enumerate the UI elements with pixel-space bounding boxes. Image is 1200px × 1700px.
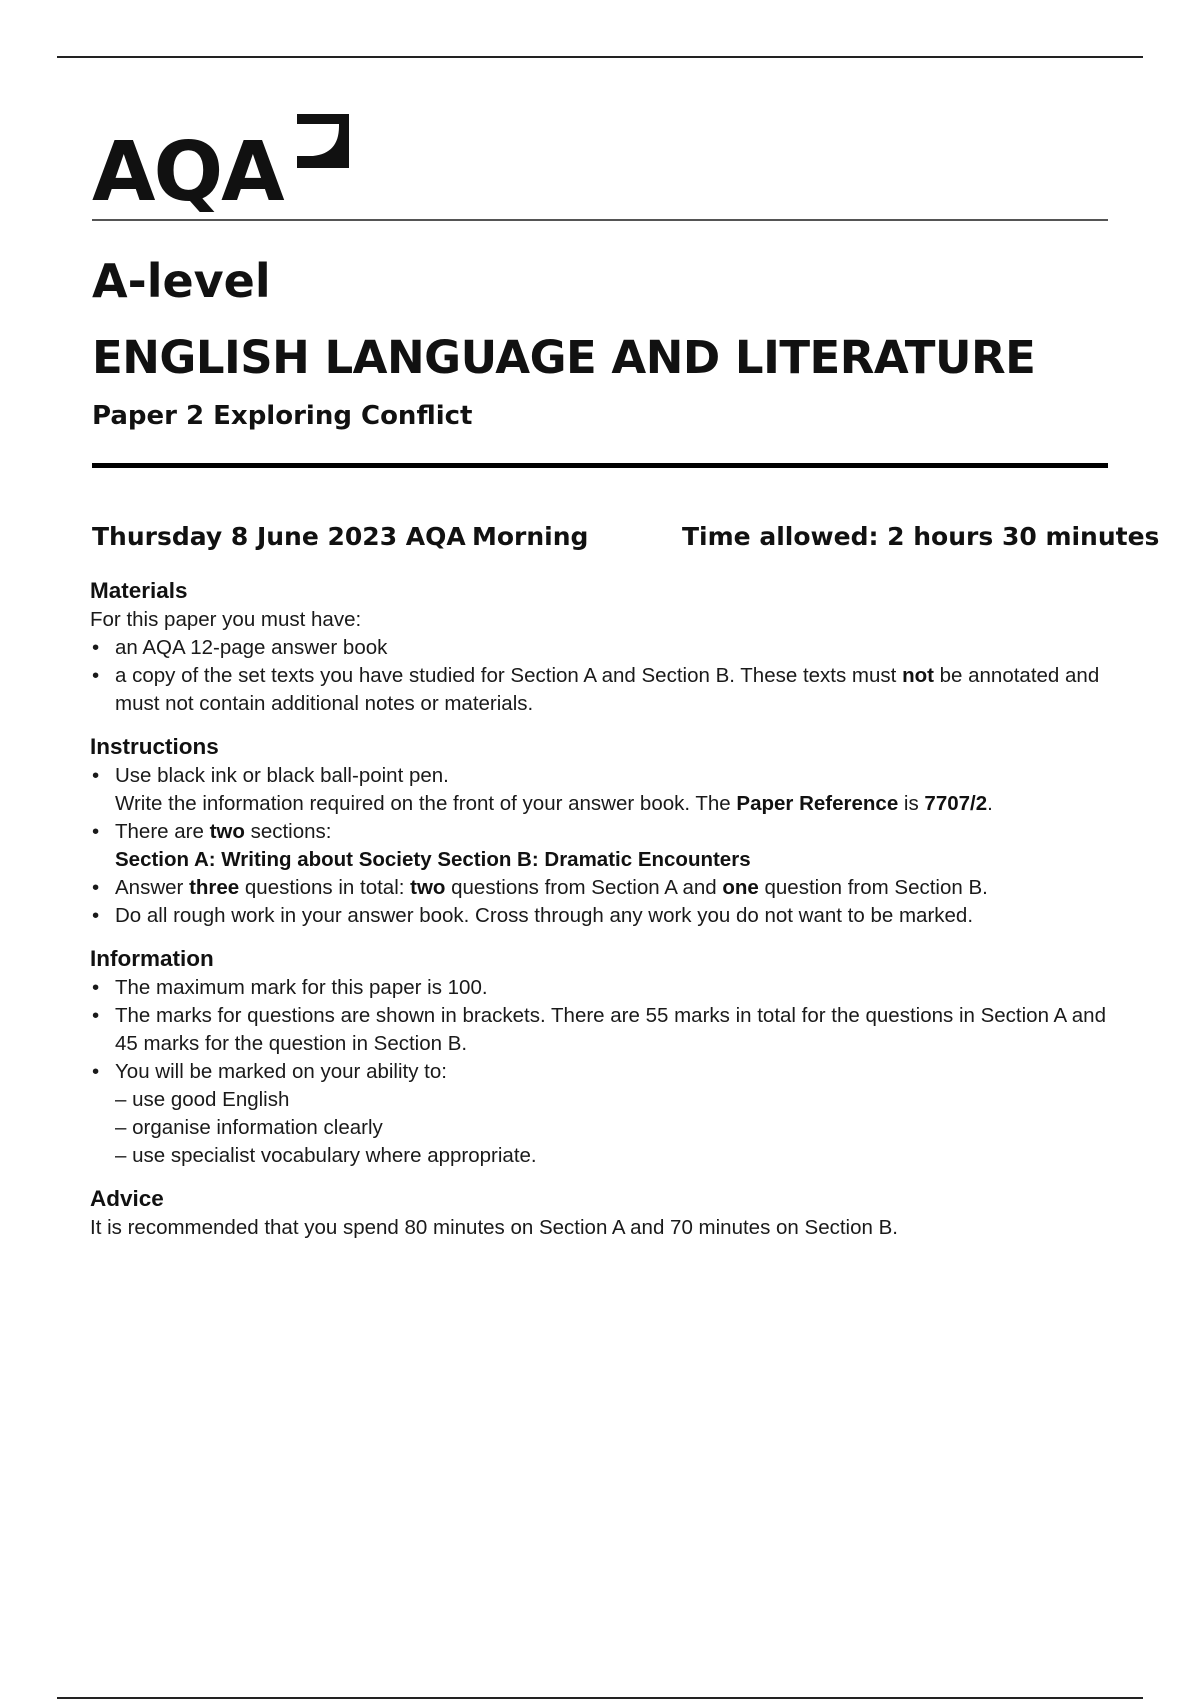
exam-session: Morning: [472, 522, 589, 551]
instructions-heading: Instructions: [90, 734, 219, 759]
materials-list: [90, 634, 1110, 718]
information-heading: Information: [90, 946, 214, 971]
information-section: [90, 944, 1110, 1170]
ability-item: – use good English: [115, 1088, 290, 1111]
ability-item: – organise information clearly: [115, 1116, 383, 1139]
list-item: • The marks for questions are shown in brackets. There are 55 marks in total for the questions in Section A and 45 marks for the question in Section B.: [90, 1002, 1110, 1058]
list-item: • a copy of the set texts you have studied for Section A and Section B. These texts must not be annotated and must not contain additional notes or materials.: [90, 662, 1110, 718]
paper-title: Paper 2 Exploring Conflict: [92, 401, 473, 431]
ability-item: – use specialist vocabulary where appropriate.: [115, 1144, 537, 1167]
subject-title: ENGLISH LANGUAGE AND LITERATURE: [92, 331, 1036, 384]
section-names: Section A: Writing about Society Section B: Dramatic Encounters: [115, 848, 751, 871]
list-item: • There are two sections: Section A: Writing about Society Section B: Dramatic Encounters: [90, 818, 1110, 874]
list-item: • The maximum mark for this paper is 100.: [90, 974, 1110, 1002]
materials-section: [90, 576, 1110, 718]
list-item: • Use black ink or black ball-point pen. Write the information required on the front of your answer book. The Paper Reference is 7707/2.: [90, 762, 1110, 818]
materials-intro: For this paper you must have:: [90, 608, 362, 631]
materials-heading: Materials: [90, 578, 188, 603]
top-rule: [57, 56, 1143, 58]
list-item: • Answer three questions in total: two questions from Section A and one question from Section B.: [90, 874, 1110, 902]
time-allowed: Time allowed: 2 hours 30 minutes: [682, 522, 1160, 551]
list-item: • Do all rough work in your answer book. Cross through any work you do not want to be marked.: [90, 902, 1110, 930]
bottom-rule: [57, 1697, 1143, 1699]
list-item: • an AQA 12-page answer book: [90, 634, 1110, 662]
aqa-logo-mark-icon: [291, 110, 351, 176]
logo-text: AQA: [92, 125, 283, 220]
aqa-logo: [92, 110, 351, 220]
header-thick-rule: [92, 463, 1108, 468]
advice-heading: Advice: [90, 1186, 164, 1211]
advice-section: [90, 1184, 1110, 1242]
qualification-level: A-level: [92, 254, 271, 308]
advice-text: It is recommended that you spend 80 minutes on Section A and 70 minutes on Section B.: [90, 1216, 898, 1239]
exam-date: Thursday 8 June 2023 AQA: [92, 522, 466, 551]
instructions-section: [90, 732, 1110, 930]
exam-content: [90, 576, 1110, 1256]
instructions-list: [90, 762, 1110, 930]
information-list: [90, 974, 1110, 1086]
list-item: • You will be marked on your ability to:: [90, 1058, 1110, 1086]
header-rule: [92, 219, 1108, 221]
